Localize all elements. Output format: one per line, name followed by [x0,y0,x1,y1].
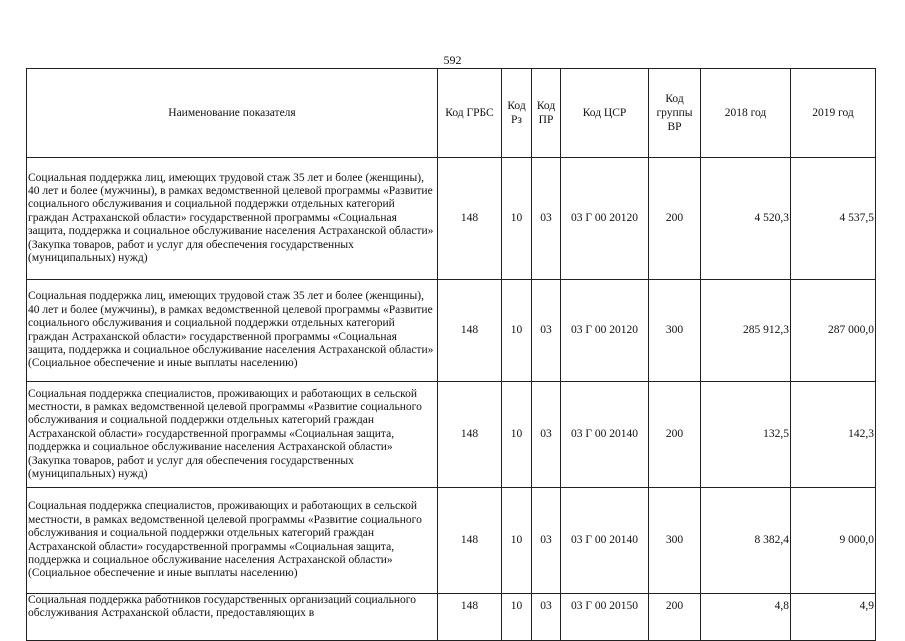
row-rz: 10 [502,382,532,488]
table-row [27,158,876,280]
row-2018: 285 912,3 [701,280,791,382]
page-number: 592 [443,53,462,67]
row-csr: 03 Г 00 20140 [561,488,649,594]
row-2019: 142,3 [791,382,876,488]
row-grbs: 148 [438,280,502,382]
row-vr: 300 [649,280,701,382]
row-grbs: 148 [438,594,502,641]
row-name: Социальная поддержка работников государственных организаций социального обслуживания Астраханской области, предоставляющих в [27,594,438,641]
row-csr: 03 Г 00 20150 [561,594,649,641]
row-csr: 03 Г 00 20120 [561,280,649,382]
row-2018: 132,5 [701,382,791,488]
row-2019: 287 000,0 [791,280,876,382]
header-csr: Код ЦСР [561,69,649,158]
table-header-row [27,69,876,158]
row-vr: 200 [649,382,701,488]
row-name: Социальная поддержка специалистов, проживающих и работающих в сельской местности, в рамках ведомственной целевой программы «Развитие социального обслуживания и социальной поддержки отдельных категорий граждан Астраханской области» государственной программы «Социальная защита, поддержка и социальное обслуживание населения Астраханской области» (Социальное обеспечение и иные выплаты населению) [27,488,438,594]
row-rz: 10 [502,488,532,594]
row-2019: 4 537,5 [791,158,876,280]
row-name: Социальная поддержка лиц, имеющих трудовой стаж 35 лет и более (женщины), 40 лет и более (мужчины), в рамках ведомственной целевой программы «Развитие социального обслуживания и социальной поддержки отдельных категорий граждан Астраханской области» государственной программы «Социальная защита, поддержка и социальное обслуживание населения Астраханской области» (Социальное обеспечение и иные выплаты населению) [27,280,438,382]
header-rz: Код Рз [502,69,532,158]
row-rz: 10 [502,158,532,280]
table-row [27,280,876,382]
row-rz: 10 [502,280,532,382]
header-2019: 2019 год [791,69,876,158]
row-pr: 03 [532,382,561,488]
header-2018: 2018 год [701,69,791,158]
row-grbs: 148 [438,158,502,280]
row-grbs: 148 [438,382,502,488]
table-row [27,594,876,641]
row-vr: 200 [649,158,701,280]
row-pr: 03 [532,158,561,280]
row-pr: 03 [532,280,561,382]
header-vr: Код группы ВР [649,69,701,158]
row-pr: 03 [532,594,561,641]
row-rz: 10 [502,594,532,641]
row-name: Социальная поддержка лиц, имеющих трудовой стаж 35 лет и более (женщины), 40 лет и более (мужчины), в рамках ведомственной целевой программы «Развитие социального обслуживания и социальной поддержки отдельных категорий граждан Астраханской области» государственной программы «Социальная защита, поддержка и социальное обслуживание населения Астраханской области» (Закупка товаров, работ и услуг для обеспечения государственных (муниципальных) нужд) [27,158,438,280]
row-name: Социальная поддержка специалистов, проживающих и работающих в сельской местности, в рамках ведомственной целевой программы «Развитие социального обслуживания и социальной поддержки отдельных категорий граждан Астраханской области» государственной программы «Социальная защита, поддержка и социальное обслуживание населения Астраханской области» (Закупка товаров, работ и услуг для обеспечения государственных (муниципальных) нужд) [27,382,438,488]
row-2019: 9 000,0 [791,488,876,594]
budget-table [26,68,876,641]
header-grbs: Код ГРБС [438,69,502,158]
table-row [27,488,876,594]
row-2018: 4,8 [701,594,791,641]
row-vr: 300 [649,488,701,594]
row-2018: 4 520,3 [701,158,791,280]
header-pr: Код ПР [532,69,561,158]
row-csr: 03 Г 00 20120 [561,158,649,280]
row-vr: 200 [649,594,701,641]
header-name: Наименование показателя [27,69,438,158]
row-2018: 8 382,4 [701,488,791,594]
table-row [27,382,876,488]
row-grbs: 148 [438,488,502,594]
row-csr: 03 Г 00 20140 [561,382,649,488]
row-pr: 03 [532,488,561,594]
row-2019: 4,9 [791,594,876,641]
